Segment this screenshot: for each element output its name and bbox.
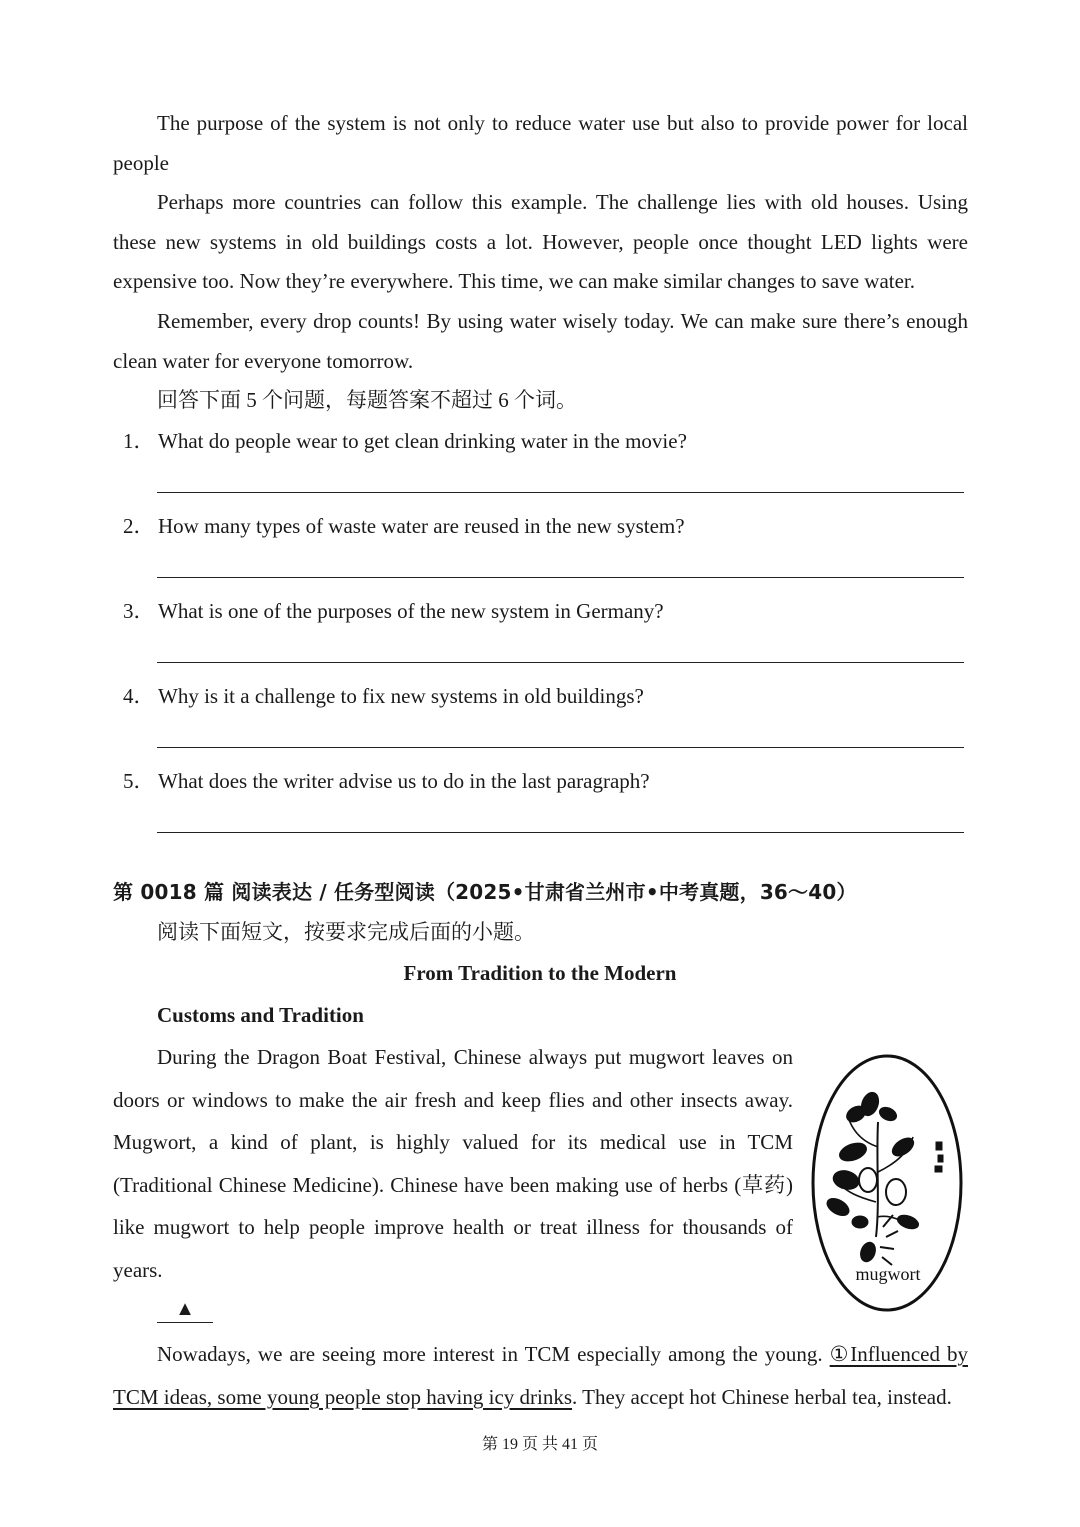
- question-5: [123, 766, 650, 796]
- plant-icon: [824, 1090, 943, 1265]
- answer-line-5[interactable]: [157, 832, 964, 833]
- question-number: 5．: [123, 769, 155, 793]
- question-3: [123, 596, 664, 626]
- section-heading: 第 0018 篇 阅读表达 / 任务型阅读（2025•甘肃省兰州市•中考真题，36～40）: [113, 880, 857, 904]
- article-title: From Tradition to the Modern: [403, 961, 677, 985]
- triangle-icon: ▲: [175, 1298, 195, 1320]
- question-text: Why is it a challenge to fix new systems in old buildings?: [158, 684, 644, 708]
- questions-instruction: 回答下面 5 个问题，每题答案不超过 6 个词。: [157, 388, 577, 412]
- paragraph-challenge: Perhaps more countries can follow this example. The challenge lies with old houses. Using these new systems in old buildings costs a lot. However, people once thought LED lights were expensive too. Now they’re everywhere. This time, we can make similar changes to save water.: [113, 190, 968, 293]
- question-2: [123, 511, 685, 541]
- paragraph-conclusion: Remember, every drop counts! By using water wisely today. We can make sure there’s enough clean water for everyone tomorrow.: [113, 309, 968, 373]
- paragraph-system-purpose: The purpose of the system is not only to reduce water use but also to provide power for local people: [113, 111, 968, 175]
- paragraph-end: . They accept hot Chinese herbal tea, instead.: [572, 1384, 952, 1409]
- question-number: 1．: [123, 429, 155, 453]
- question-text: What does the writer advise us to do in the last paragraph?: [158, 769, 650, 793]
- section-instruction: 阅读下面短文，按要求完成后面的小题。: [157, 920, 535, 944]
- underlined-sentence: ①Influenced by TCM ideas, some young people stop having icy drinks: [113, 1342, 969, 1409]
- paragraph-dragon-boat: During the Dragon Boat Festival, Chinese always put mugwort leaves on doors or windows to make the air fresh and keep flies and other insects away. Mugwort, a kind of plant, is highly valued for its medical use in TCM (Traditional Chinese Medicine). Chinese have been making use of herbs (草药) like mugwort to help people improve health or treat illness for thousands of years.: [113, 1045, 793, 1282]
- paragraph-start: Nowadays, we are seeing more interest in TCM especially among the young.: [157, 1342, 830, 1366]
- question-number: 2．: [123, 514, 155, 538]
- question-number: 4．: [123, 684, 155, 708]
- answer-line-3[interactable]: [157, 662, 964, 663]
- question-4: [123, 681, 644, 711]
- answer-line-4[interactable]: [157, 747, 964, 748]
- answer-line-2[interactable]: [157, 577, 964, 578]
- question-1: [123, 426, 687, 456]
- article-subheading: Customs and Tradition: [157, 1003, 364, 1027]
- mugwort-illustration: [808, 1052, 966, 1316]
- answer-blank[interactable]: [157, 1296, 213, 1323]
- answer-line-1[interactable]: [157, 492, 964, 493]
- figure-caption: mugwort: [855, 1264, 921, 1284]
- question-text: What do people wear to get clean drinking water in the movie?: [158, 429, 687, 453]
- question-number: 3．: [123, 599, 155, 623]
- question-text: How many types of waste water are reused in the new system?: [158, 514, 685, 538]
- paragraph-nowadays: [113, 1333, 968, 1418]
- page-footer: 第 19 页 共 41 页: [481, 1436, 598, 1453]
- question-text: What is one of the purposes of the new system in Germany?: [158, 599, 664, 623]
